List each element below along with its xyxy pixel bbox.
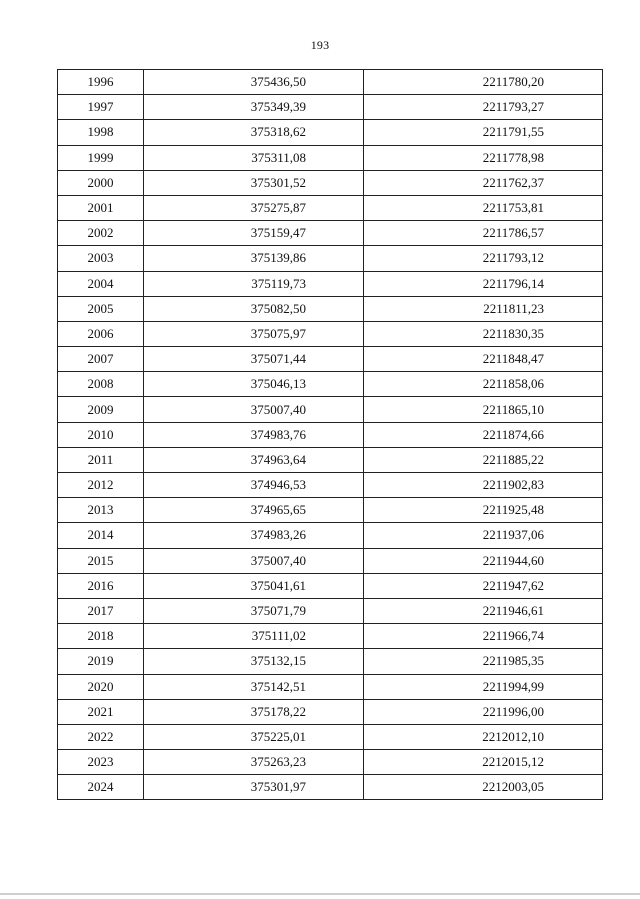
cell-x-coordinate: 374965,65 bbox=[144, 498, 364, 523]
table-row bbox=[58, 649, 603, 674]
cell-point-number: 2012 bbox=[58, 473, 144, 498]
cell-point-number: 2020 bbox=[58, 674, 144, 699]
cell-y-coordinate: 2211947,62 bbox=[364, 573, 603, 598]
table-row bbox=[58, 271, 603, 296]
cell-x-coordinate: 375301,97 bbox=[144, 775, 364, 800]
table-row bbox=[58, 372, 603, 397]
cell-x-coordinate: 375082,50 bbox=[144, 296, 364, 321]
cell-point-number: 2002 bbox=[58, 221, 144, 246]
table-row bbox=[58, 473, 603, 498]
cell-x-coordinate: 374983,76 bbox=[144, 422, 364, 447]
cell-point-number: 2000 bbox=[58, 170, 144, 195]
cell-x-coordinate: 375075,97 bbox=[144, 321, 364, 346]
cell-y-coordinate: 2211848,47 bbox=[364, 347, 603, 372]
cell-x-coordinate: 375132,15 bbox=[144, 649, 364, 674]
table-row bbox=[58, 750, 603, 775]
table-row bbox=[58, 548, 603, 573]
cell-x-coordinate: 375041,61 bbox=[144, 573, 364, 598]
cell-x-coordinate: 375071,44 bbox=[144, 347, 364, 372]
cell-y-coordinate: 2211885,22 bbox=[364, 447, 603, 472]
cell-x-coordinate: 375119,73 bbox=[144, 271, 364, 296]
cell-x-coordinate: 375159,47 bbox=[144, 221, 364, 246]
cell-y-coordinate: 2211994,99 bbox=[364, 674, 603, 699]
table-row bbox=[58, 523, 603, 548]
cell-point-number: 2014 bbox=[58, 523, 144, 548]
cell-y-coordinate: 2212003,05 bbox=[364, 775, 603, 800]
cell-point-number: 2022 bbox=[58, 724, 144, 749]
cell-point-number: 2019 bbox=[58, 649, 144, 674]
cell-y-coordinate: 2211786,57 bbox=[364, 221, 603, 246]
cell-y-coordinate: 2211874,66 bbox=[364, 422, 603, 447]
cell-point-number: 2023 bbox=[58, 750, 144, 775]
table-row bbox=[58, 95, 603, 120]
cell-x-coordinate: 375071,79 bbox=[144, 598, 364, 623]
cell-y-coordinate: 2211858,06 bbox=[364, 372, 603, 397]
table-row bbox=[58, 397, 603, 422]
table-row bbox=[58, 145, 603, 170]
cell-y-coordinate: 2211996,00 bbox=[364, 699, 603, 724]
table-row bbox=[58, 724, 603, 749]
cell-point-number: 2001 bbox=[58, 195, 144, 220]
cell-point-number: 2005 bbox=[58, 296, 144, 321]
cell-point-number: 2007 bbox=[58, 347, 144, 372]
cell-x-coordinate: 375275,87 bbox=[144, 195, 364, 220]
cell-point-number: 1997 bbox=[58, 95, 144, 120]
cell-point-number: 2018 bbox=[58, 624, 144, 649]
cell-y-coordinate: 2211830,35 bbox=[364, 321, 603, 346]
cell-point-number: 2013 bbox=[58, 498, 144, 523]
cell-y-coordinate: 2212012,10 bbox=[364, 724, 603, 749]
cell-y-coordinate: 2211865,10 bbox=[364, 397, 603, 422]
table-row bbox=[58, 246, 603, 271]
coordinates-table-body bbox=[58, 70, 603, 800]
cell-point-number: 2003 bbox=[58, 246, 144, 271]
page-number: 193 bbox=[310, 38, 330, 52]
cell-point-number: 1996 bbox=[58, 70, 144, 95]
cell-x-coordinate: 375263,23 bbox=[144, 750, 364, 775]
coordinates-table bbox=[57, 69, 603, 800]
cell-x-coordinate: 375225,01 bbox=[144, 724, 364, 749]
cell-point-number: 2004 bbox=[58, 271, 144, 296]
table-row bbox=[58, 699, 603, 724]
page-bottom-edge bbox=[0, 893, 640, 895]
cell-y-coordinate: 2211796,14 bbox=[364, 271, 603, 296]
cell-x-coordinate: 375301,52 bbox=[144, 170, 364, 195]
cell-point-number: 2006 bbox=[58, 321, 144, 346]
cell-y-coordinate: 2211791,55 bbox=[364, 120, 603, 145]
table-row bbox=[58, 120, 603, 145]
cell-point-number: 2021 bbox=[58, 699, 144, 724]
table-row bbox=[58, 296, 603, 321]
cell-x-coordinate: 375007,40 bbox=[144, 548, 364, 573]
cell-x-coordinate: 374963,64 bbox=[144, 447, 364, 472]
table-row bbox=[58, 70, 603, 95]
cell-x-coordinate: 375318,62 bbox=[144, 120, 364, 145]
cell-x-coordinate: 375007,40 bbox=[144, 397, 364, 422]
cell-y-coordinate: 2211966,74 bbox=[364, 624, 603, 649]
table-row bbox=[58, 498, 603, 523]
table-row bbox=[58, 598, 603, 623]
cell-y-coordinate: 2211985,35 bbox=[364, 649, 603, 674]
cell-y-coordinate: 2211944,60 bbox=[364, 548, 603, 573]
cell-point-number: 1999 bbox=[58, 145, 144, 170]
cell-y-coordinate: 2211793,12 bbox=[364, 246, 603, 271]
cell-y-coordinate: 2211946,61 bbox=[364, 598, 603, 623]
cell-y-coordinate: 2211778,98 bbox=[364, 145, 603, 170]
cell-x-coordinate: 374946,53 bbox=[144, 473, 364, 498]
cell-y-coordinate: 2211793,27 bbox=[364, 95, 603, 120]
table-row bbox=[58, 624, 603, 649]
cell-y-coordinate: 2211762,37 bbox=[364, 170, 603, 195]
cell-point-number: 2024 bbox=[58, 775, 144, 800]
cell-point-number: 2017 bbox=[58, 598, 144, 623]
table-row bbox=[58, 195, 603, 220]
table-row bbox=[58, 221, 603, 246]
cell-point-number: 1998 bbox=[58, 120, 144, 145]
cell-y-coordinate: 2211902,83 bbox=[364, 473, 603, 498]
cell-point-number: 2009 bbox=[58, 397, 144, 422]
cell-point-number: 2008 bbox=[58, 372, 144, 397]
table-row bbox=[58, 347, 603, 372]
table-row bbox=[58, 573, 603, 598]
cell-point-number: 2015 bbox=[58, 548, 144, 573]
cell-point-number: 2010 bbox=[58, 422, 144, 447]
cell-y-coordinate: 2211780,20 bbox=[364, 70, 603, 95]
cell-x-coordinate: 375046,13 bbox=[144, 372, 364, 397]
cell-point-number: 2011 bbox=[58, 447, 144, 472]
cell-y-coordinate: 2211753,81 bbox=[364, 195, 603, 220]
cell-y-coordinate: 2211811,23 bbox=[364, 296, 603, 321]
table-row bbox=[58, 321, 603, 346]
cell-x-coordinate: 375111,02 bbox=[144, 624, 364, 649]
table-row bbox=[58, 170, 603, 195]
cell-point-number: 2016 bbox=[58, 573, 144, 598]
cell-x-coordinate: 375349,39 bbox=[144, 95, 364, 120]
cell-x-coordinate: 375436,50 bbox=[144, 70, 364, 95]
table-row bbox=[58, 422, 603, 447]
cell-x-coordinate: 375178,22 bbox=[144, 699, 364, 724]
cell-x-coordinate: 375139,86 bbox=[144, 246, 364, 271]
cell-y-coordinate: 2211937,06 bbox=[364, 523, 603, 548]
table-row bbox=[58, 674, 603, 699]
cell-y-coordinate: 2211925,48 bbox=[364, 498, 603, 523]
cell-x-coordinate: 375311,08 bbox=[144, 145, 364, 170]
cell-y-coordinate: 2212015,12 bbox=[364, 750, 603, 775]
table-row bbox=[58, 775, 603, 800]
cell-x-coordinate: 375142,51 bbox=[144, 674, 364, 699]
table-row bbox=[58, 447, 603, 472]
cell-x-coordinate: 374983,26 bbox=[144, 523, 364, 548]
